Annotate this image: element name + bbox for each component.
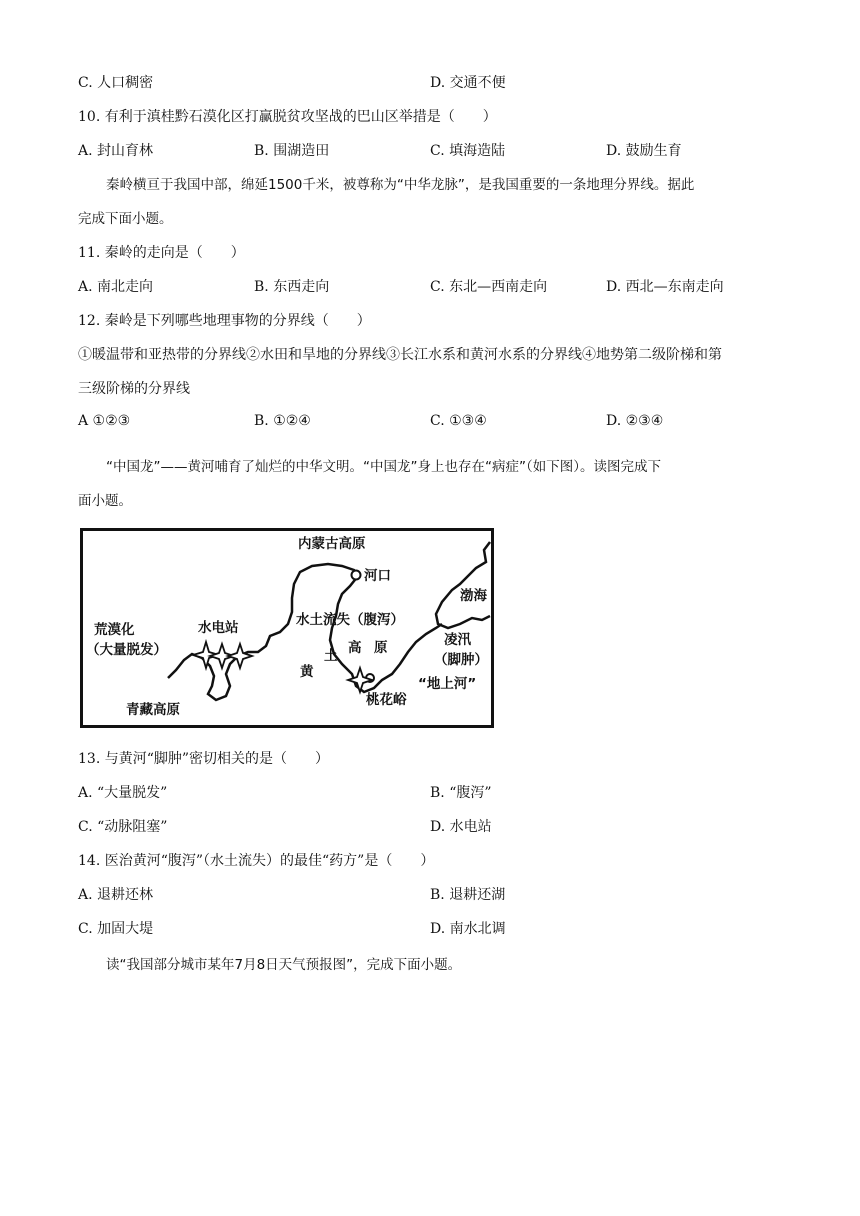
q10-option-c: C. 填海造陆 <box>430 143 506 159</box>
q14-option-a: A. 退耕还林 <box>78 887 154 903</box>
q12-statements-line1: ①暖温带和亚热带的分界线②水田和旱地的分界线③长江水系和黄河水系的分界线④地势第二级阶梯和第 <box>78 347 722 363</box>
label-ice-flood-note: （脚肿） <box>434 652 488 668</box>
q11-option-b: B. 东西走向 <box>254 279 330 295</box>
yellow-river-map-svg <box>80 528 494 728</box>
q14-option-d: D. 南水北调 <box>430 921 506 937</box>
q12-stem: 12. 秦岭是下列哪些地理事物的分界线（ ） <box>78 313 371 329</box>
q13-option-a: A. “大量脱发” <box>78 785 168 801</box>
q13-option-c: C. “动脉阻塞” <box>78 819 168 835</box>
q10-stem: 10. 有利于滇桂黔石漠化区打赢脱贫攻坚战的巴山区举措是（ ） <box>78 109 497 125</box>
q10-option-d: D. 鼓励生育 <box>606 143 682 159</box>
q14-stem: 14. 医治黄河“腹泻”（水土流失）的最佳“药方”是（ ） <box>78 853 435 869</box>
q11-option-a: A. 南北走向 <box>78 279 154 295</box>
qinling-passage-line1: 秦岭横亘于我国中部，绵延1500千米，被尊称为“中华龙脉”，是我国重要的一条地理分界线。据此 <box>106 177 695 193</box>
label-loess-char: 原 <box>374 640 388 656</box>
map-frame <box>82 530 493 727</box>
label-loess-char: 黄 <box>300 664 314 680</box>
label-desertification: 荒漠化 <box>94 622 135 638</box>
label-hydro-station: 水电站 <box>198 620 239 636</box>
qinling-passage-line2: 完成下面小题。 <box>78 211 173 227</box>
label-loess-char: 土 <box>324 648 338 664</box>
label-soil-erosion: 水土流失（腹泻） <box>296 612 404 628</box>
q11-option-c: C. 东北—西南走向 <box>430 279 548 295</box>
q10-option-b: B. 围湖造田 <box>254 143 330 159</box>
label-taohuayu: 桃花峪 <box>366 692 407 708</box>
q11-stem: 11. 秦岭的走向是（ ） <box>78 245 245 261</box>
hekou-marker <box>352 571 361 580</box>
label-above-ground-river: “地上河” <box>418 676 477 692</box>
q9-option-c: C. 人口稠密 <box>78 75 154 91</box>
q12-option-c: C. ①③④ <box>430 413 487 429</box>
weather-passage: 读“我国部分城市某年7月8日天气预报图”，完成下面小题。 <box>106 957 462 973</box>
label-loess-char: 高 <box>348 640 362 656</box>
label-ice-flood: 凌汛 <box>444 632 471 648</box>
q13-option-d: D. 水电站 <box>430 819 492 835</box>
river-passage-line2: 面小题。 <box>78 493 132 509</box>
label-bohai: 渤海 <box>460 588 487 604</box>
q12-option-b: B. ①②④ <box>254 413 311 429</box>
q14-option-c: C. 加固大堤 <box>78 921 154 937</box>
yellow-river-map <box>80 528 494 728</box>
q13-stem: 13. 与黄河“脚肿”密切相关的是（ ） <box>78 751 330 767</box>
q9-option-d: D. 交通不便 <box>430 75 506 91</box>
q11-option-d: D. 西北—东南走向 <box>606 279 724 295</box>
label-hekou: 河口 <box>364 568 391 584</box>
q13-option-b: B. “腹泻” <box>430 785 492 801</box>
river-passage-line1: “中国龙”——黄河哺育了灿烂的中华文明。“中国龙”身上也存在“病症”（如下图）。读图完成下 <box>106 459 661 475</box>
label-inner-mongolia: 内蒙古高原 <box>298 536 366 552</box>
label-qingzang-plateau: 青藏高原 <box>126 702 180 718</box>
q10-option-a: A. 封山育林 <box>78 143 154 159</box>
q12-option-a: A ①②③ <box>78 413 131 429</box>
label-desertification-note: （大量脱发） <box>86 642 167 658</box>
q12-option-d: D. ②③④ <box>606 413 664 429</box>
q14-option-b: B. 退耕还湖 <box>430 887 506 903</box>
q12-statements-line2: 三级阶梯的分界线 <box>78 381 190 397</box>
